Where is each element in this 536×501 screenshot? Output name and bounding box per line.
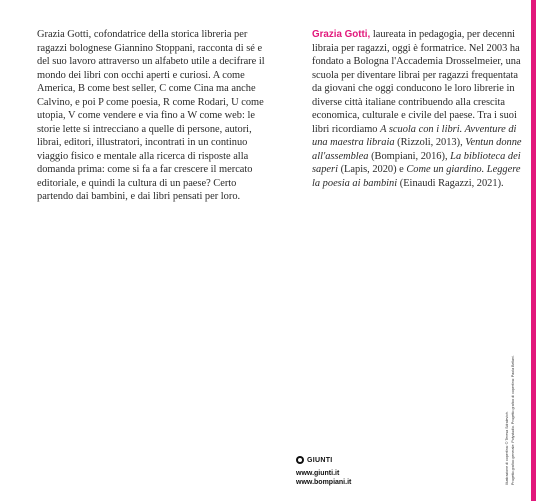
- bio-intro: laureata in pedagogia, per decenni libraia per ragazzi, oggi è formatrice. Nel 2003 ha fondato a Bologna l'Accademia Drosselmeier, una scuola per diventare librai per ragazzi frequentata da giovani che oggi conducono le loro librerie in diverse città italiane contribuendo alla crescita economica, culturale e civile del paese. Tra i suoi libri ricordiamo: [312, 29, 521, 135]
- giunti-website-link[interactable]: www.giunti.it: [296, 470, 340, 477]
- author-name: Grazia Gotti,: [312, 29, 371, 40]
- giunti-logo-icon: [296, 456, 304, 464]
- book-info-3: (Lapis, 2020) e: [337, 164, 407, 175]
- spine-accent-bar: [531, 0, 536, 501]
- giunti-logo: [296, 456, 351, 464]
- publisher-block: [296, 456, 351, 487]
- book-info-2: (Bompiani, 2016),: [368, 150, 451, 162]
- book-title-3: La biblioteca dei saperi: [312, 150, 521, 175]
- book-title-2: Ventun donne all'assemblea: [312, 137, 522, 162]
- illustration-credit: Illustrazione di copertina: © Teresa Sdralevich.: [505, 411, 509, 485]
- design-credit: Progetto grafico generale: Polystudio. Progetto grafico di copertina: Paola Bellani.: [511, 355, 515, 485]
- giunti-logo-text: GIUNTI: [307, 456, 333, 464]
- book-title-4: Come un giardino. Leggere la poesia ai bambini: [312, 164, 521, 189]
- book-info-4: (Einaudi Ragazzi, 2021).: [397, 177, 504, 189]
- description-paragraph: Grazia Gotti, cofondatrice della storica libreria per ragazzi bolognese Giannino Stoppani, racconta di sé e del suo lavoro attraverso un alfabeto utile a decifrare il mondo dei libri con occhi aperti e curiosi. A come America, B come best seller, C come Cina ma anche Calvino, e poi P come poesia, R come Rodari, U come utopia, V come vendere e via fino a W come web: le storie lette si intrecciano a quelle di persone, autori, librai, editori, illustratori, incontrati in un continuo viaggio fisico e mentale alla ricerca di risposte alla domanda prima: come si fa a far crescere il mercato editoriale, e quindi la cultura di un paese? Certo partendo dai bambini, e dai libri pensati per loro.: [37, 29, 265, 202]
- cover-credits: [505, 355, 531, 485]
- bompiani-website-link[interactable]: www.bompiani.it: [296, 479, 352, 486]
- book-title-1: A scuola con i libri. Avventure di una maestra libraia: [312, 123, 517, 148]
- book-info-1: (Rizzoli, 2013),: [394, 137, 466, 148]
- biography-paragraph: [312, 28, 527, 190]
- author-biography: [312, 28, 527, 190]
- back-cover-description: [37, 28, 269, 204]
